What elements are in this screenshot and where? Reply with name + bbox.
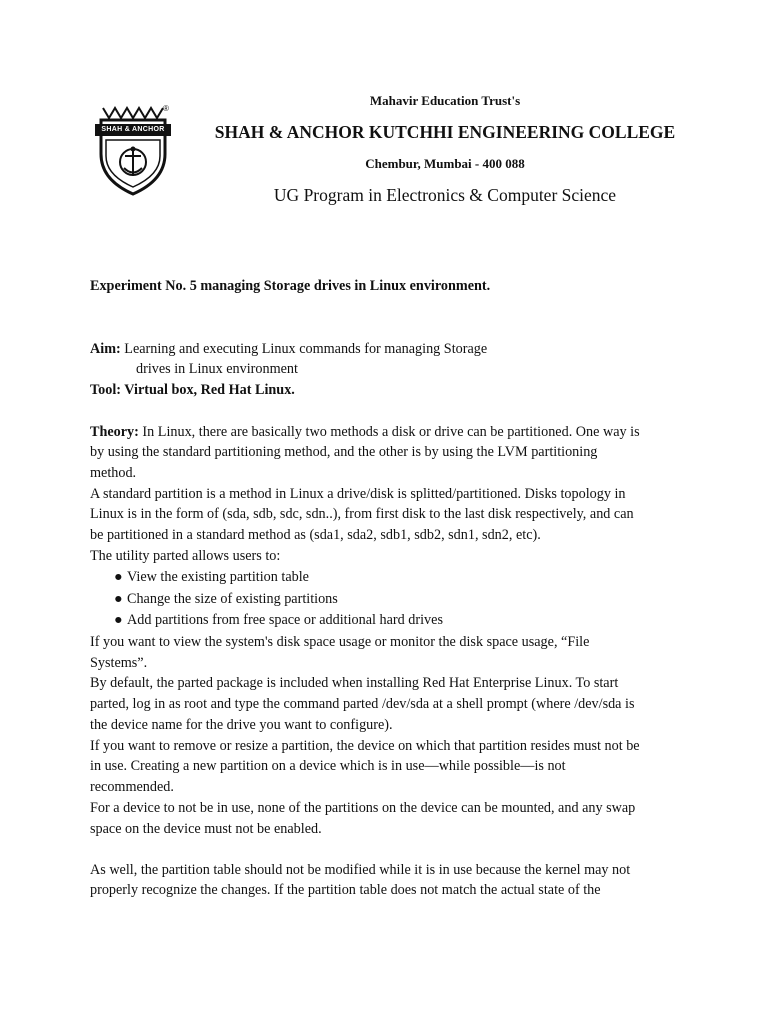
theory-line-3: method.: [90, 465, 137, 481]
aim-line-1: [90, 339, 487, 360]
college-logo: [93, 104, 173, 196]
experiment-title: Experiment No. 5 managing Storage drives in Linux environment.: [90, 278, 491, 294]
shield-emblem-icon: [93, 104, 173, 196]
theory-line-15: recommended.: [90, 779, 174, 795]
theory-line-4: A standard partition is a method in Linux a drive/disk is splitted/partitioned. Disks topology in: [90, 486, 626, 502]
theory-line-11: parted, log in as root and type the command parted /dev/sda at a shell prompt (where /dev/sda is: [90, 696, 635, 712]
college-name: SHAH & ANCHOR KUTCHHI ENGINEERING COLLEGE: [214, 122, 676, 142]
theory-line-10: By default, the parted package is included when installing Red Hat Enterprise Linux. To start: [90, 675, 619, 691]
aim-label: Aim:: [90, 341, 121, 357]
theory-label: Theory:: [90, 424, 139, 440]
program-title: UG Program in Electronics & Computer Science: [273, 185, 617, 205]
theory-line-6: be partitioned in a standard method as (sda1, sda2, sdb1, sdb2, sdn1, sdn2, etc).: [90, 527, 541, 543]
theory-line-9: Systems”.: [90, 655, 148, 671]
trust-name: Mahavir Education Trust's: [369, 93, 521, 108]
theory-line-2: by using the standard partitioning method, and the other is by using the LVM partitioning: [90, 444, 598, 460]
bullet-icon: ●: [114, 591, 123, 607]
theory-line-18: As well, the partition table should not be modified while it is in use because the kernel may not: [90, 862, 631, 878]
theory-line-17: space on the device must not be enabled.: [90, 821, 322, 837]
list-item: ● View the existing partition table: [114, 567, 309, 588]
aim-text: Learning and executing Linux commands for managing Storage: [120, 341, 488, 357]
list-item: ● Add partitions from free space or additional hard drives: [114, 610, 443, 631]
theory-line-7: The utility parted allows users to:: [90, 548, 281, 564]
theory-line-5: Linux is in the form of (sda, sdb, sdc, sdn..), from first disk to the last disk respectively, and can: [90, 506, 634, 522]
theory-line-1: [90, 422, 640, 443]
registered-mark: ®: [163, 104, 169, 113]
bullet-icon: ●: [114, 569, 123, 585]
theory-line-19: properly recognize the changes. If the partition table does not match the actual state of the: [90, 882, 601, 898]
theory-line-16: For a device to not be in use, none of the partitions on the device can be mounted, and any swap: [90, 800, 636, 816]
tool-line: Tool: Virtual box, Red Hat Linux.: [90, 382, 295, 398]
list-item: ● Change the size of existing partitions: [114, 589, 338, 610]
aim-line-2: drives in Linux environment: [136, 361, 298, 377]
theory-line-12: the device name for the drive you want to configure).: [90, 717, 393, 733]
theory-text: In Linux, there are basically two methods a disk or drive can be partitioned. One way is: [138, 424, 640, 440]
theory-line-14: in use. Creating a new partition on a device which is in use—while possible—is not: [90, 758, 566, 774]
college-address: Chembur, Mumbai - 400 088: [365, 156, 525, 171]
logo-text: SHAH & ANCHOR: [101, 126, 165, 133]
theory-line-8: If you want to view the system's disk space usage or monitor the disk space usage, “File: [90, 634, 590, 650]
bullet-icon: ●: [114, 612, 123, 628]
theory-line-13: If you want to remove or resize a partition, the device on which that partition resides must not be: [90, 738, 640, 754]
